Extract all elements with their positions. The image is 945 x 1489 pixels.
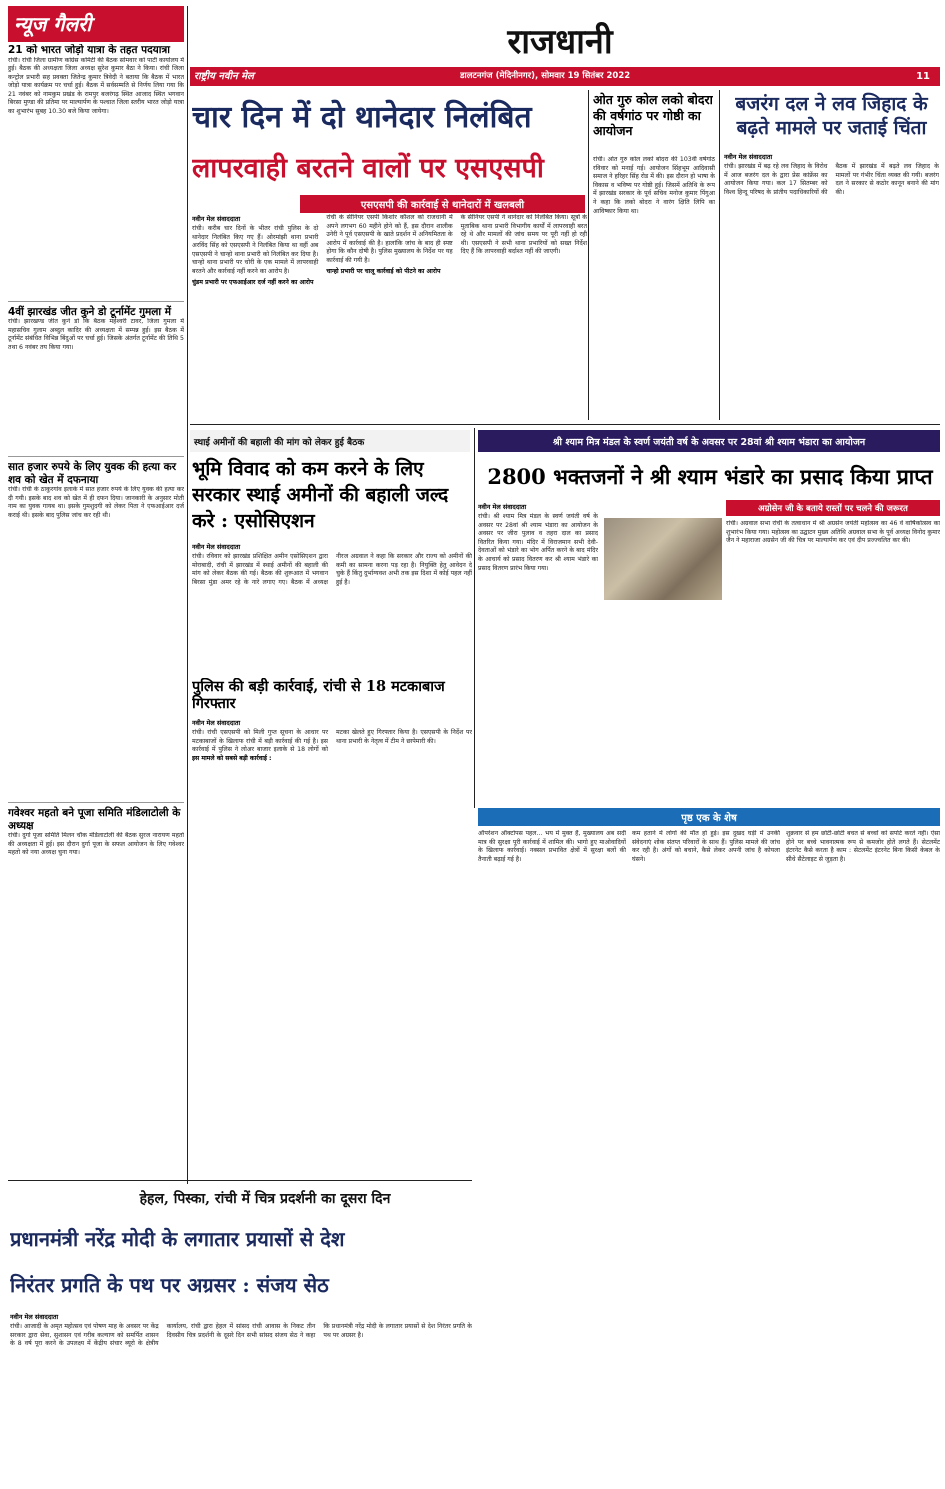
lead-subhead-2: चान्हो प्रभारी पर चालू कार्रवाई को पीटने का आरोप (326, 267, 441, 275)
lead-body (192, 214, 587, 410)
horizontal-rule (190, 424, 940, 425)
mid2-banner: श्री श्याम मित्र मंडल के स्वर्ण जयंती वर्ष के अवसर पर 28वां श्री श्याम भंडारा का आयोजन (478, 430, 940, 452)
sidebar-story-headline: गवेश्वर महतो बने पूजा समिति मंडिलाटोली के अध्यक्ष (8, 807, 181, 832)
bottom-headline-1: प्रधानमंत्री नरेंद्र मोदी के लगातार प्रयासों से देश (10, 1227, 345, 1251)
mid2-kicker: अग्रोसेन जी के बताये रास्तों पर चलने की जरूरत (726, 500, 940, 516)
column-divider (588, 90, 589, 420)
sidebar-story-body: रांची। रांची जिला ग्रामीण कांग्रेस कमिटी की बैठक सोमवार को पार्टी कार्यालय में हुई। बैठक की अध्यक्षता जिला अध्यक्ष सुरेश कुमार बैठा ने किया। रांची जिला कन्ट्रोल प्रभारी सह प्रवक्ता जितेन्द्र कुमार त्रिवेदी ने बताया कि बैठक में भारत जोड़ो यात्रा कार्यक्रम पर चर्चा हुई। बैठक में सर्वसम्मति से निर्णय लिया गया कि 21 नवंबर को नामकुम प्रखंड के रामपुर बजरंगढ़ स्थित आजाद स्थित भगवान बिरसा मुण्डा की प्रतिमा पर माल्यार्पण के पश्चात जिला स्तरीय भारत जोड़ो यात्रा का शुभारंभ सुबह 10.30 बजे किया जायेगा। (8, 56, 184, 116)
sidebar-story-headline: सात हजार रुपये के लिए युवक की हत्या कर शव को खेत में दफनाया (8, 461, 177, 486)
sidebar-story-body: रांची। रांची के ठाकुरगांव इलाके में सात हजार रुपये के लिए युवक की हत्या कर दी गयी। इसके बाद शव को खेत में ही दफन दिया। जानकारी के अनुसार मोती नाम का युवक गायब था। इसके गुमशुदगी को लेकर पिता ने एफआईआर दर्ज कराई थी। इसके बाद पुलिस जांच कर रही थी। (8, 486, 184, 519)
right1-body: रांची। ओत गुरु कोल लको बोदरा की 103वीं वर्षगांठ रविवार को मनाई गई। आयोजन सिंहभूम आदिवासी समाज ने हरिहर सिंह रोड में की। इस दौरान हो भाषा के विकास व भविष्य पर गोष्ठी हुई। जिसमें अतिथि के रूप में झारखंड सरकार के पूर्व सचिव मनोज कुमार पिंगुआ ने कहा कि लको बोदरा ने वारंग क्षिति लिपि का आविष्कार किया था। (593, 156, 715, 215)
continued-banner: पृष्ठ एक के शेष (478, 808, 940, 826)
sidebar-column (8, 44, 184, 1174)
lead-byline: नवीन मेल संवाददाता (192, 215, 241, 223)
horizontal-rule (8, 1180, 472, 1181)
bottom-banner: हेहल, पिस्का, रांची में चित्र प्रदर्शनी का दूसरा दिन (139, 1191, 391, 1207)
mid3-subhead: इस मामले को सबसे बड़ी कार्रवाई : (192, 754, 272, 762)
bottom-body (10, 1312, 472, 1482)
mid2-headline: 2800 भक्तजनों ने श्री श्याम भंडारे का प्रसाद किया प्राप्त (487, 464, 933, 489)
bottom-text: रांची। आजादी के अमृत महोत्सव एवं पोषण माह के अवसर पर केंद्र सरकार द्वारा सेवा, सुशासन एवं गरीब कल्याण को समर्पित शासन के 8 वर्ष पूरा करने के उपलक्ष्य में केंद्रीय संचार ब्यूरो के क्षेत्रीय कार्यालय, रांची द्वारा हेहल में सांसद रांची आवास के निकट तीन दिवसीय चित्र प्रदर्शनी के दूसरे दिन सभी सांसद संजय सेठ ने कहा कि प्रधानमंत्री नरेंद्र मोदी के लगातार प्रयासों से देश निरंतर प्रगति के पथ पर अग्रसर है। (10, 1323, 472, 1348)
mid2-text: रांची। श्री श्याम मित्र मंडल के स्वर्ण जयंती वर्ष के अवसर पर 28वां श्री श्याम भंडारा का आयोजन के अवसर पर जीरा पुलाव व तहरा दाल का प्रसाद वितरित किया गया। मंदिर में विराजमान सभी देवी-देवताओं को भंडारे का भोग अर्पित करने के बाद मंदिर के आचार्य को प्रसाद वितरण कर श्री श्याम भंडारे का प्रसाद वितरण प्रारंभ किया गया। (478, 513, 598, 572)
right1-headline: ओत गुरु कोल लको बोदरा की वर्षगांठ पर गोष्ठी का आयोजन (593, 92, 713, 138)
right2-body (724, 152, 939, 418)
mid1-body (192, 542, 472, 670)
sidebar-story-body: रांची। झारखण्ड जीत कुने डो कि बैठक महेश्वरी टावर, जिला गुमला में महासचिव गुलाम अब्दुल कादिर की अध्यक्षता में सम्पन्न हुई। इस बैठक में टूर्नामेंट संबंधित विभिन्न बिंदुओं पर चर्चा हुई। जिसके अंतर्गत टूर्नामेंट की तिथि 5 तथा 6 नवंबर तय किया गया। (8, 318, 184, 351)
sidebar-story-2 (8, 301, 184, 451)
mid2-byline: नवीन मेल संवाददाता (478, 503, 527, 511)
sidebar-story-1 (8, 44, 184, 295)
mid3-text: रांची। रांची एसएसपी को मिली गुप्त सूचना के आधार पर मटकाबाजों के खिलाफ रांची में बड़ी कार्रवाई की गई है। इस कार्रवाई में पुलिस ने लोअर बाजार इलाके से 18 लोगों को मटका खेलते हुए गिरफ्तार किया है। एसएसपी के निर्देश पर थाना प्रभारी के नेतृत्व में टीम ने छापेमारी की। (192, 729, 472, 754)
brand-name: राष्ट्रीय नवीन मेल (194, 71, 254, 82)
mid2-body (478, 502, 598, 802)
right2-byline: नवीन मेल संवाददाता (724, 153, 773, 161)
sidebar-story-4 (8, 802, 184, 942)
lead-column-2: रांची के सीनियर एसपी किशोर कौशल को राजधानी में अपने लगभग 60 महीने होने को हैं, इस दौरान शालीक उनेरी ने पूर्व एसएसपी के खाते प्रदर्शन में अनियमितता के आरोप में कार्रवाई की है। हालांकि जांच के बाद ही स्पष्ट होगा कि कौन दोषी है। पुलिस मुख्यालय के निर्देश पर यह कार्रवाई की गयी है। (326, 214, 453, 264)
lead-column-1: रांची। करीब चार दिनों के भीतर रांची पुलिस के दो थानेदार निलंबित किए गए हैं। ओरमांझी थाना प्रभारी अरविंद सिंह को एसएसपी ने निलंबित किया था वहीं अब एसएसपी ने चान्हो थाना प्रभारी को निलंबित कर दिया है। चान्हो थाना प्रभारी पर चोरी के एक मामले में लापरवाही बरतने और कार्रवाई नहीं करने का आरोप है। (192, 225, 319, 275)
mid2-text-2: रांची। अग्रवाल सभा रांची के तत्वाधान में श्री अग्रसेन जयंती महोत्सव का 46 वें वार्षिकोत्सव का शुभारंभ किया गया। महोत्सव का उद्घाटन मुख्य अतिथि अग्रवाल सभा के पूर्व अध्यक्ष विनोद कुमार जैन ने महाराजा अग्रसेन जी की चित्र पर माल्यार्पण कर एवं दीप प्रज्ज्वलित कर की। (726, 520, 940, 545)
lead-kicker: एसएसपी की कार्रवाई से थानेदारों में खलबली (300, 195, 585, 213)
column-divider (719, 90, 720, 420)
lead-headline-1: चार दिन में दो थानेदार निलंबित (192, 100, 532, 135)
mid3-byline: नवीन मेल संवाददाता (192, 719, 241, 727)
sidebar-story-headline: 4वीं झारखंड जीत कुने डो टूर्नामेंट गुमला में (8, 305, 172, 318)
mid1-banner: स्थाई अमीनों की बहाली की मांग को लेकर हुई बैठक (190, 430, 470, 452)
column-divider (474, 428, 475, 808)
mid1-text: रांची। रविवार को झारखंड प्रशिक्षित अमीन एसोसिएशन द्वारा मोराबादी, रांची में झारखंड में स्थाई अमीनों की बहाली की मांग को लेकर बैठक की गई। बैठक की शुरूआत में भगवान बिरसा मुंडा अमर रहे के नारे लगाए गए। बैठक में अध्यक्ष नीरज अग्रवाल ने कहा कि सरकार और राज्य को अमीनों की कमी का सामना करना पड़ रहा है। नियुक्ति हेतु आवेदन दे चुके हैं किंतु दुर्भाग्यवश अभी तक इस दिशा में कोई पहल नहीं हुई है। (192, 553, 472, 586)
right2-text: रांची। झारखंड में बढ़ रहे लव जिहाद के विरोध में आज बजरंग दल के द्वारा प्रेस कांफ्रेंस का आयोजन किया गया। कल 17 सितम्बर को विश्व हिन्दू परिषद के प्रांतीय पदाधिकारियों की बैठक में झारखंड में बढ़ते लव जिहाद के मामलों पर गंभीर चिंता व्यक्त की गयी। बजरंग दल ने सरकार से कठोर कानून बनाने की मांग की। (724, 163, 939, 196)
event-photo (604, 518, 722, 600)
lead-headline-2: लापरवाही बरतने वालों पर एसएसपी (192, 153, 544, 184)
sidebar-title: न्यूज गैलरी (14, 12, 92, 36)
right2-headline: बजरंग दल ने लव जिहाद के बढ़ते मामले पर जताई चिंता (735, 93, 928, 139)
bottom-headline-2: निरंतर प्रगति के पथ पर अग्रसर : संजय सेठ (10, 1273, 329, 1297)
sidebar-story-3 (8, 456, 184, 796)
continued-col-3: शुक्रवार से हम छोटी-छोटी बचत से बच्चों को सपोर्ट करते नहीं। ऐसा होने पर बच्चे भावनात्मक रूप से कमजोर होते लगते हैं। सेटलमेंट इंटरनेट कैसे करता है काम : सेटलमेंट इंटरनेट बिना किसी केबल के सीधे सैटेलाइट से जुड़ता है। (786, 830, 940, 863)
sidebar-story-headline: 21 को भारत जोड़ो यात्रा के तहत पदयात्रा (8, 44, 171, 56)
dateline: डालटनगंज (मेदिनीनगर), सोमवार 19 सितंबर 2022 (460, 71, 631, 81)
mid3-body (192, 718, 472, 810)
section-title: राजधानी (507, 22, 613, 62)
mid1-byline: नवीन मेल संवाददाता (192, 543, 241, 551)
column-divider (187, 6, 188, 1184)
sidebar-story-body: रांची। दुर्गा पूजा समिति मिलन चौक मंडिलाटोली की बैठक सुरज नारायण महतो की अध्यक्षता में हुई। इस दौरान दुर्गा पूजा के सफल आयोजन के लिए गवेश्वर महतो को नया अध्यक्ष चुना गया। (8, 832, 184, 857)
page-number: 11 (916, 71, 930, 82)
bottom-byline: नवीन मेल संवाददाता (10, 1313, 59, 1321)
mid1-headline: भूमि विवाद को कम करने के लिए सरकार स्थाई अमीनों की बहाली जल्द करे : एसोसिएशन (192, 458, 449, 532)
lead-column-3: के सीनियर एसपी ने थानेदार को निलंबित किया। सूत्रों के मुताबिक थाना प्रभारी विभागीय कार्यों में लापरवाही बरत रहे थे और मामलों की जांच समय पर पूरी नहीं हो रही थी। एसएसपी ने सभी थाना प्रभारियों को सख्त निर्देश दिए हैं कि लापरवाही बर्दाश्त नहीं की जाएगी। (460, 214, 587, 256)
lead-subhead: चुंडम प्रभारी पर एफआईआर दर्ज नहीं करने का आरोप (192, 278, 314, 286)
mid3-headline: पुलिस की बड़ी कार्रवाई, रांची से 18 मटकाबाज गिरफ्तार (192, 678, 445, 712)
continued-col-1: ऑपरेशन ऑक्टोपस पहल... भय में मुक्त हैं, मुख्यालय अब सर्दी मात्र की सुरक्षा पूरी कार्रवाई में शामिल की। भागो हुए माओवादियों के खिलाफ कार्रवाई। नक्सल प्रभावित क्षेत्रों में सुरक्षा बलों की तैनाती बढ़ाई गई है। (478, 830, 626, 863)
continued-col-2: कम हताने में लोगों की मौत हो हुई। इस दुखद घड़ी में उनकी संवेदनाएं शोक संतप्त परिवारों के साथ हैं। पुलिस मामले की जांच कर रही है। अंगों को बचाने, कैसे लेकर अपनी जांच है कोयला घंसने। (632, 830, 780, 863)
